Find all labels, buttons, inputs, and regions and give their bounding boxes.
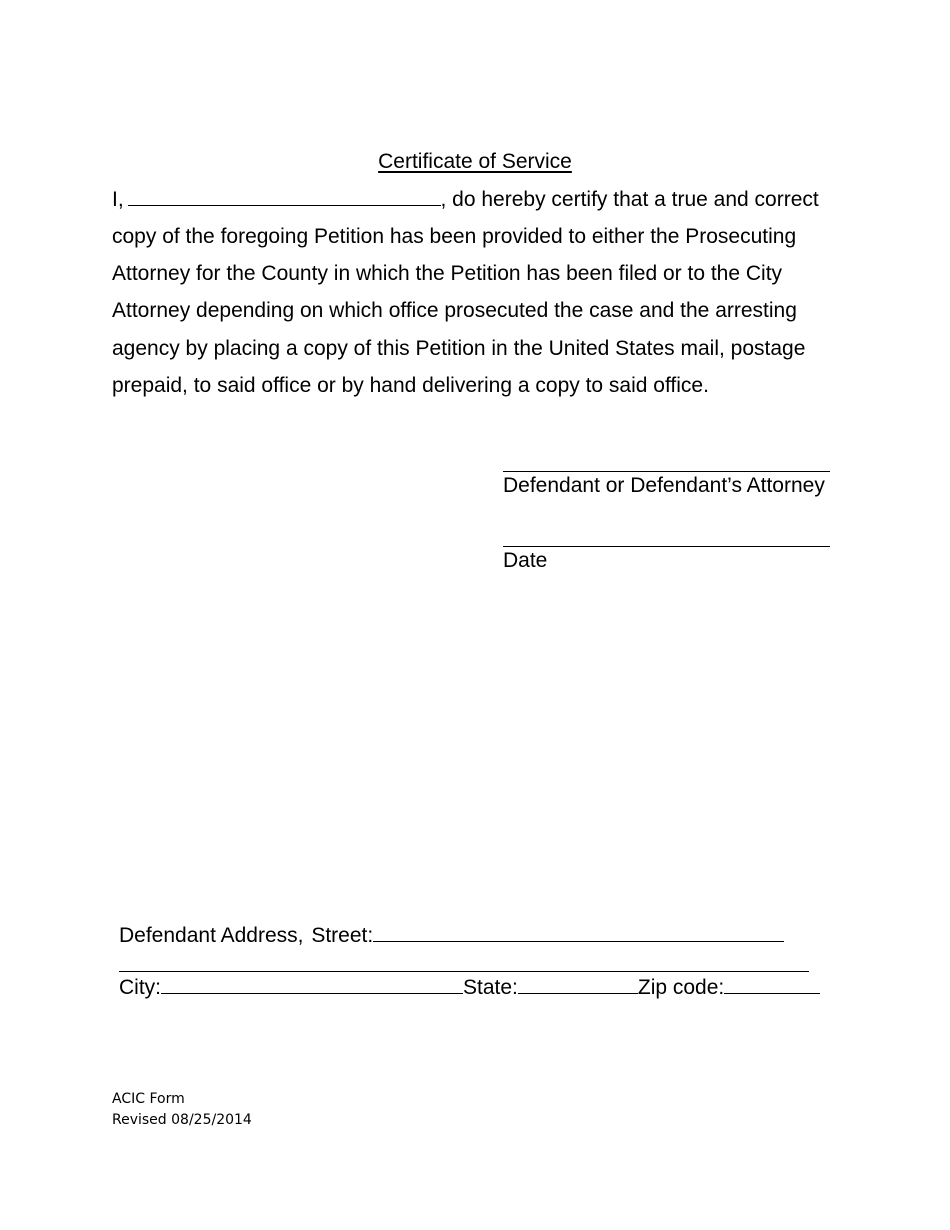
body-line-3: Attorney depending on which office prosecuted the case and the arresting [112, 299, 797, 322]
zip-label: Zip code: [637, 976, 725, 999]
city-field[interactable] [161, 973, 463, 994]
street-line [119, 921, 784, 950]
state-label: State: [463, 976, 518, 999]
zip-field[interactable] [724, 973, 820, 994]
document-title [0, 148, 950, 176]
body-line-4: agency by placing a copy of this Petition in the United States mail, postage [112, 337, 806, 360]
city-label: City: [119, 976, 161, 999]
body-line-5: prepaid, to said office or by hand delivering a copy to said office. [112, 374, 709, 397]
street-label: Street: [311, 924, 374, 947]
certify-line [112, 185, 819, 214]
state-field[interactable] [518, 973, 638, 994]
city-state-zip-line [119, 973, 820, 1002]
address-continuation-field[interactable] [119, 971, 809, 972]
certifier-name-field[interactable] [128, 185, 441, 206]
date-label: Date [503, 549, 548, 572]
title-text: Certificate of Service [378, 150, 572, 173]
footer-form-name: ACIC Form [112, 1091, 185, 1107]
certify-prefix: I, [112, 188, 124, 211]
body-line-1: copy of the foregoing Petition has been provided to either the Prosecuting [112, 225, 797, 248]
body-line-2: Attorney for the County in which the Petition has been filed or to the City [112, 262, 783, 285]
footer-revised: Revised 08/25/2014 [112, 1112, 252, 1128]
street-field[interactable] [373, 921, 784, 942]
date-field[interactable] [503, 546, 830, 547]
address-prefix: Defendant Address, [119, 924, 304, 947]
certify-suffix: , do hereby certify that a true and correct [440, 188, 819, 211]
signer-label: Defendant or Defendant’s Attorney [503, 474, 825, 497]
